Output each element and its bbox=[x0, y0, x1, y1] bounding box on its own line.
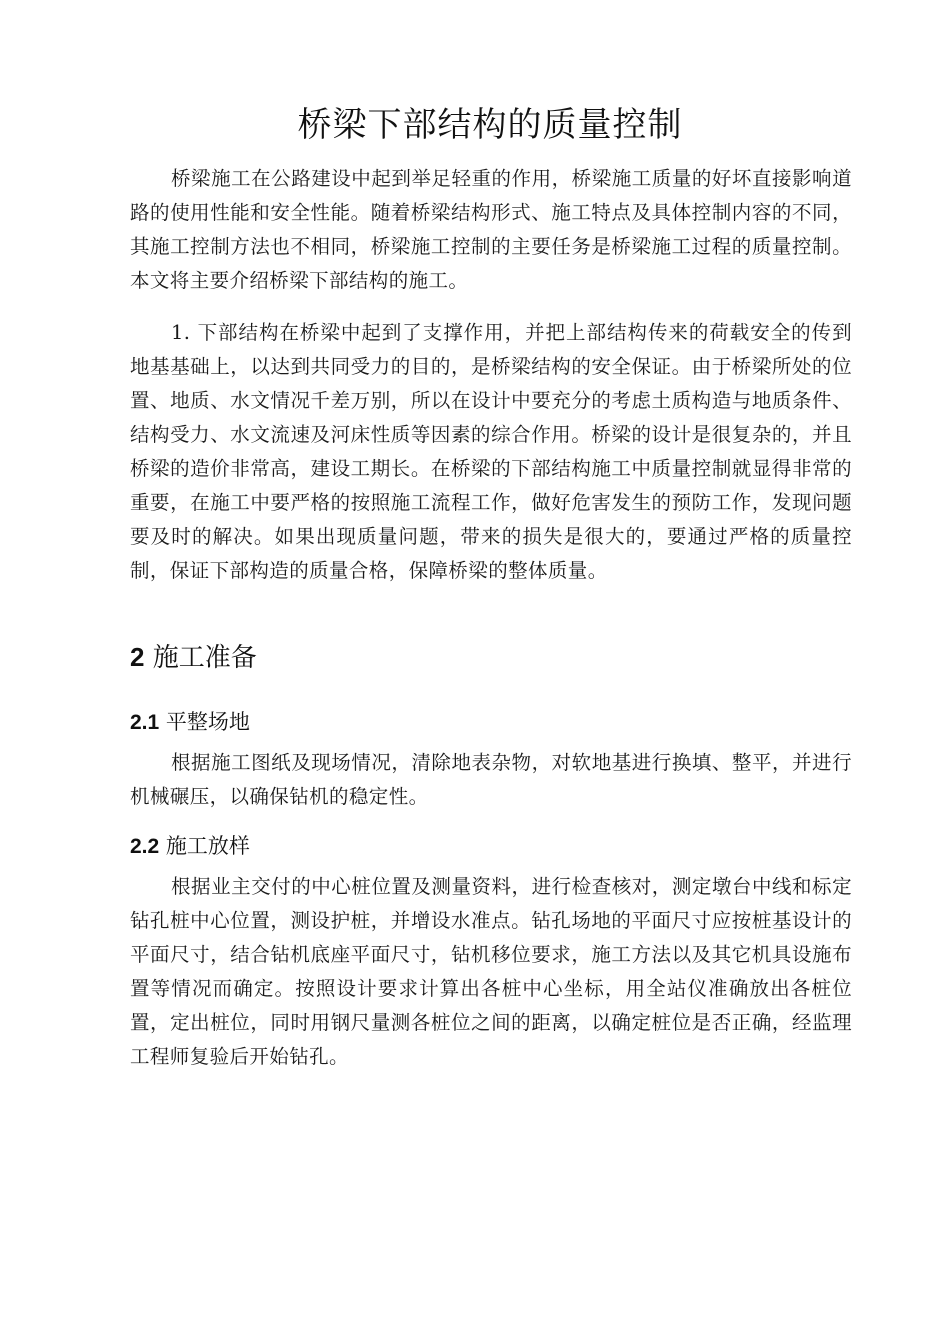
section2-heading bbox=[130, 637, 257, 678]
section2-2-title: 施工放样 bbox=[165, 834, 250, 858]
section2-2-heading bbox=[130, 829, 250, 864]
intro-paragraph: 桥梁施工在公路建设中起到举足轻重的作用，桥梁施工质量的好坏直接影响道路的使用性能和安全性能。随着桥梁结构形式、施工特点及具体控制内容的不同，其施工控制方法也不相同，桥梁施工控制的主要任务是桥梁施工过程的质量控制。本文将主要介绍桥梁下部结构的施工。 bbox=[130, 167, 852, 292]
section2-number: 2 bbox=[130, 642, 145, 672]
section2-2-paragraph: 根据业主交付的中心桩位置及测量资料，进行检查核对，测定墩台中线和标定钻孔桩中心位置，测设护桩，并增设水准点。钻孔场地的平面尺寸应按桩基设计的平面尺寸，结合钻机底座平面尺寸，钻机移位要求，施工方法以及其它机具设施布置等情况而确定。按照设计要求计算出各桩中心坐标，用全站仪准确放出各桩位置，定出桩位，同时用钢尺量测各桩位之间的距离，以确定桩位是否正确，经监理工程师复验后开始钻孔。 bbox=[130, 875, 852, 1068]
section2-2-number: 2.2 bbox=[130, 835, 160, 858]
section1-paragraph: 1. 下部结构在桥梁中起到了支撑作用，并把上部结构传来的荷载安全的传到地基基础上，以达到共同受力的目的，是桥梁结构的安全保证。由于桥梁所处的位置、地质、水文情况千差万别，所以在设计中要充分的考虑土质构造与地质条件、结构受力、水文流速及河床性质等因素的综合作用。桥梁的设计是很复杂的，并且桥梁的造价非常高，建设工期长。在桥梁的下部结构施工中质量控制就显得非常的重要，在施工中要严格的按照施工流程工作，做好危害发生的预防工作，发现问题要及时的解决。如果出现质量问题，带来的损失是很大的，要通过严格的质量控制，保证下部构造的质量合格，保障桥梁的整体质量。 bbox=[130, 321, 852, 582]
section2-1-title: 平整场地 bbox=[165, 710, 250, 734]
document-title: 桥梁下部结构的质量控制 bbox=[297, 105, 683, 145]
section2-1-paragraph: 根据施工图纸及现场情况，清除地表杂物，对软地基进行换填、整平，并进行机械碾压，以确保钻机的稳定性。 bbox=[130, 751, 852, 808]
section2-1-heading bbox=[130, 705, 250, 740]
section2-1-number: 2.1 bbox=[130, 711, 160, 734]
section2-title: 施工准备 bbox=[152, 643, 257, 673]
